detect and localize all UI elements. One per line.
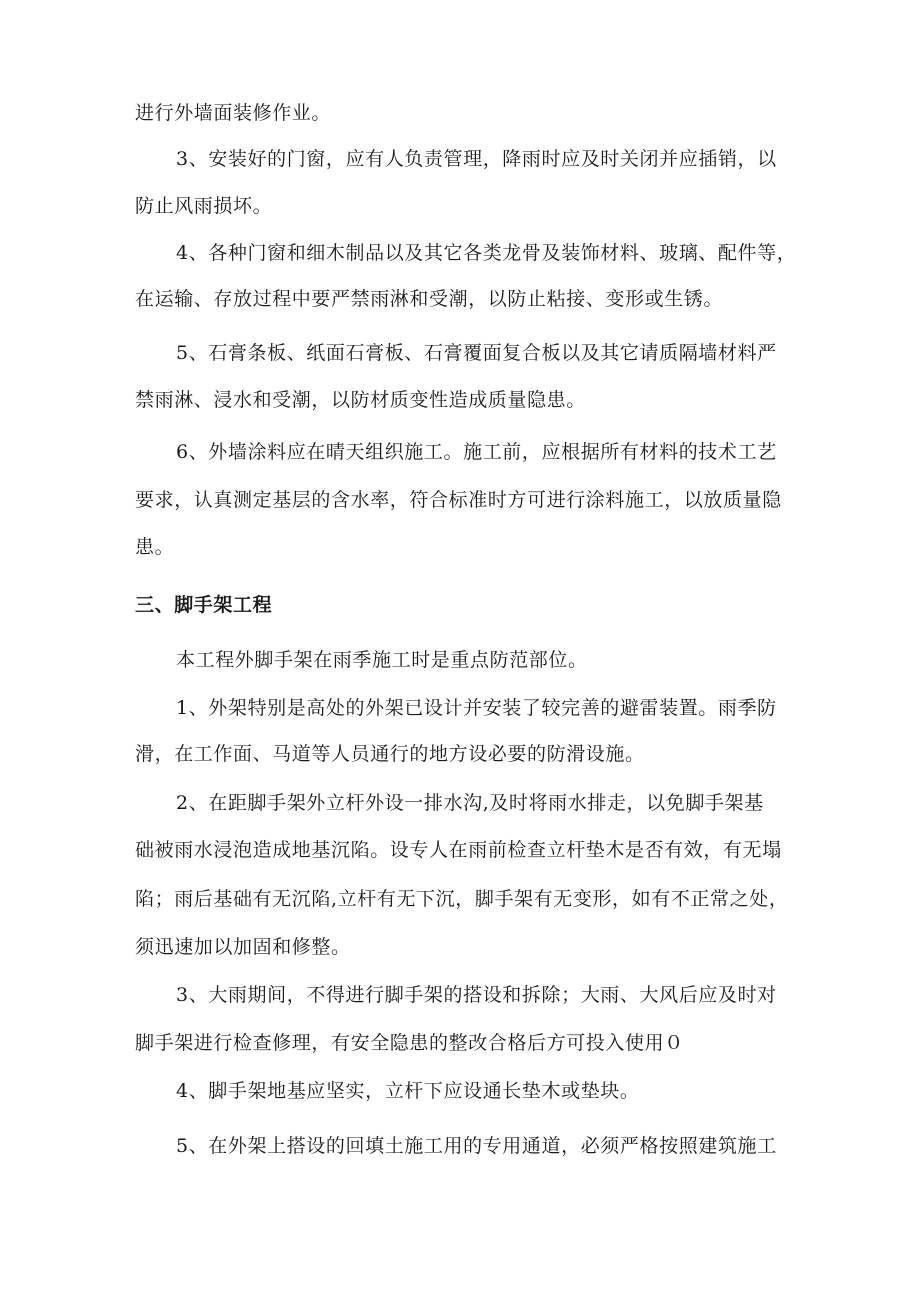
text-line: 2、在距脚手架外立杆外设一排水沟,及时将雨水排走，以免脚手架基 [176,792,764,814]
text-line: 须迅速加以加固和修整。 [135,936,351,958]
text-line: 础被雨水浸泡造成地基沉陷。设专人在雨前检查立杆垫木是否有效，有无塌 [135,839,782,861]
text-line: 脚手架进行检查修理，有安全隐患的整改合格后方可投入使用０ [135,1032,684,1054]
text-line: 4、各种门窗和细木制品以及其它各类龙骨及装饰材料、玻璃、配件等， [176,242,797,264]
text-line: 在运输、存放过程中要严禁雨淋和受潮，以防止粘接、变形或生锈。 [135,288,724,310]
text-line: 进行外墙面装修作业。 [135,102,332,124]
text-line: 5、在外架上搭设的回填土施工用的专用通道，必须严格按照建筑施工 [176,1135,777,1157]
text-line: 4、脚手架地基应坚实，立杆下应设通长垫木或垫块。 [176,1080,640,1102]
text-line: 3、大雨期间，不得进行脚手架的搭设和拆除；大雨、大风后应及时对 [176,984,777,1006]
text-line: 防止风雨损坏。 [135,195,273,217]
text-line: 5、石膏条板、纸面石膏板、石膏覆面复合板以及其它请质隔墙材料严 [176,342,777,364]
text-line: 3、安装好的门窗，应有人负责管理，降雨时应及时关闭并应插销，以 [176,148,777,170]
text-line: 本工程外脚手架在雨季施工时是重点防范部位。 [176,649,588,671]
text-line: 患。 [135,536,175,558]
text-line: 6、外墙涂料应在晴天组织施工。施工前，应根据所有材料的技术工艺 [176,441,777,463]
text-line: 要求，认真测定基层的含水率，符合标准时方可进行涂料施工，以放质量隐 [135,489,782,511]
text-line: 陷；雨后基础有无沉陷,立杆有无下沉，脚手架有无变形，如有不正常之处， [135,888,789,910]
text-line: 禁雨淋、浸水和受潮，以防材质变性造成质量隐患。 [135,389,586,411]
text-line: 1、外架特别是高处的外架已设计并安装了较完善的避雷装置。雨季防 [176,697,777,719]
section-heading: 三、脚手架工程 [135,594,273,616]
text-line: 滑，在工作面、马道等人员通行的地方设必要的防滑设施。 [135,743,645,765]
